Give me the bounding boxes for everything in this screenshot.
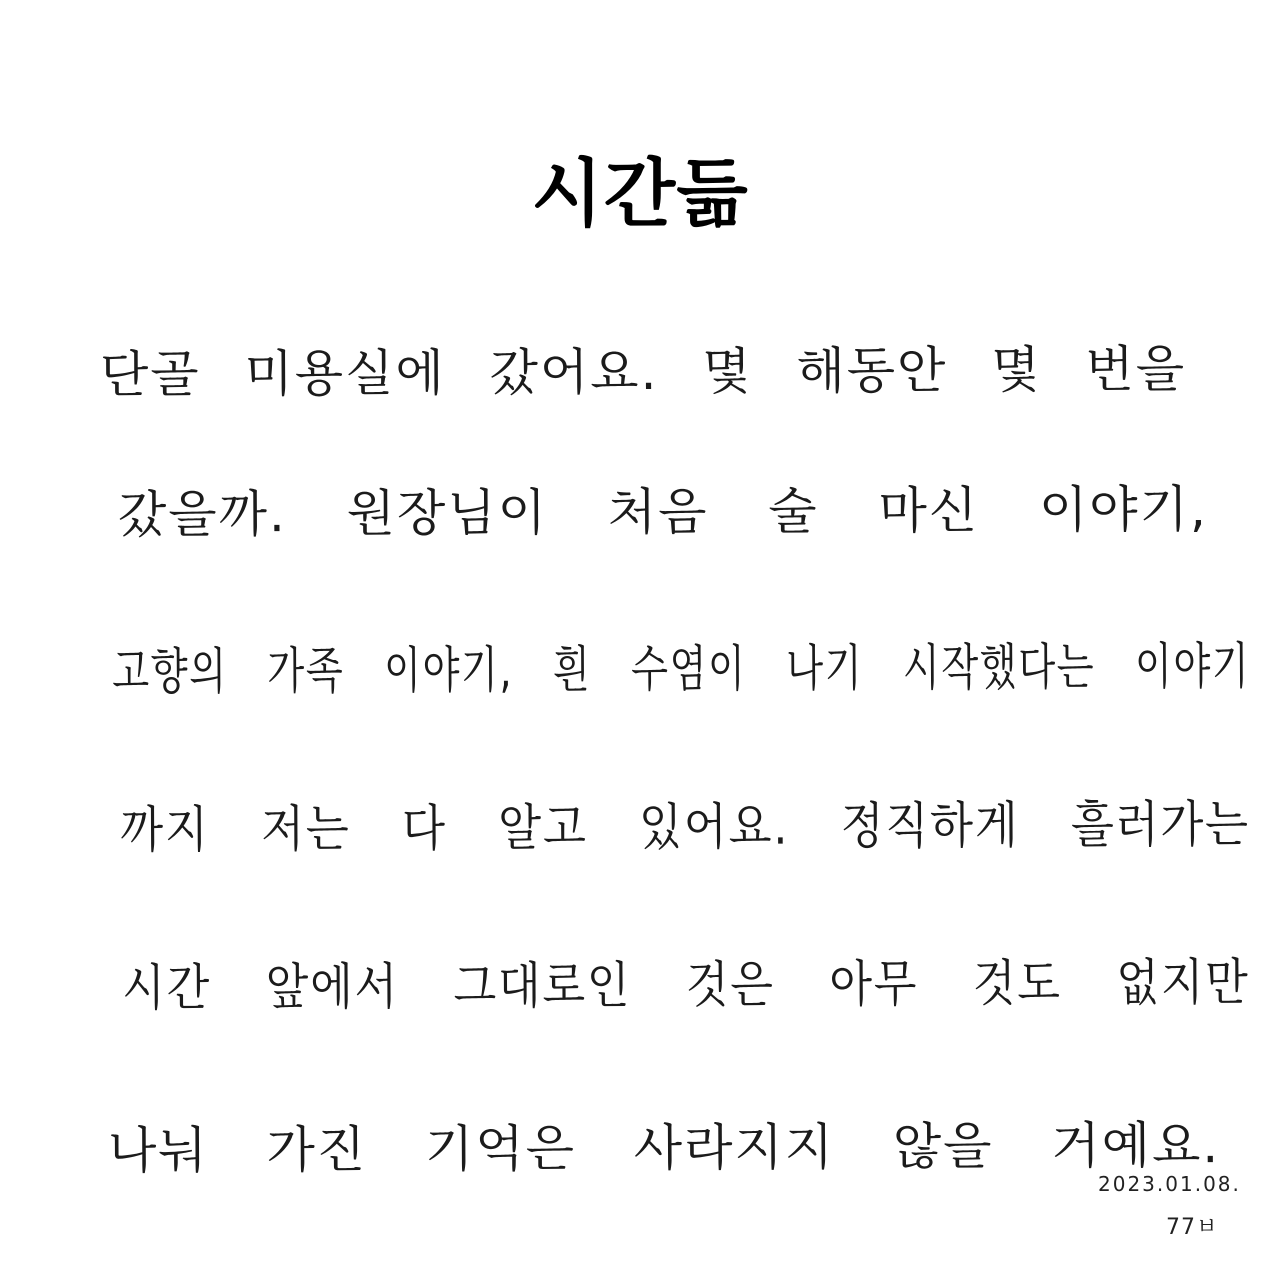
note-line-5: 시간 앞에서 그대로인 것은 아무 것도 없지만	[122, 953, 1250, 1017]
note-line-4: 까지 저는 다 알고 있어요. 정직하게 흘러가는	[120, 795, 1250, 859]
note-line-1: 단골 미용실에 갔어요. 몇 해동안 몇 번을	[99, 340, 1187, 404]
note-line-6: 나눠 가진 기억은 사라지지 않을 거예요.	[107, 1116, 1221, 1180]
note-line-2: 갔을까. 원장님이 처음 술 마신 이야기,	[117, 480, 1208, 544]
author-signature: 77ㅂ	[1166, 1215, 1219, 1240]
note-date: 2023.01.08.	[1098, 1172, 1241, 1196]
note-line-3: 고향의 가족 이야기, 흰 수염이 나기 시작했다는 이야기	[112, 637, 1251, 701]
page-title: 시간듦	[531, 151, 749, 237]
